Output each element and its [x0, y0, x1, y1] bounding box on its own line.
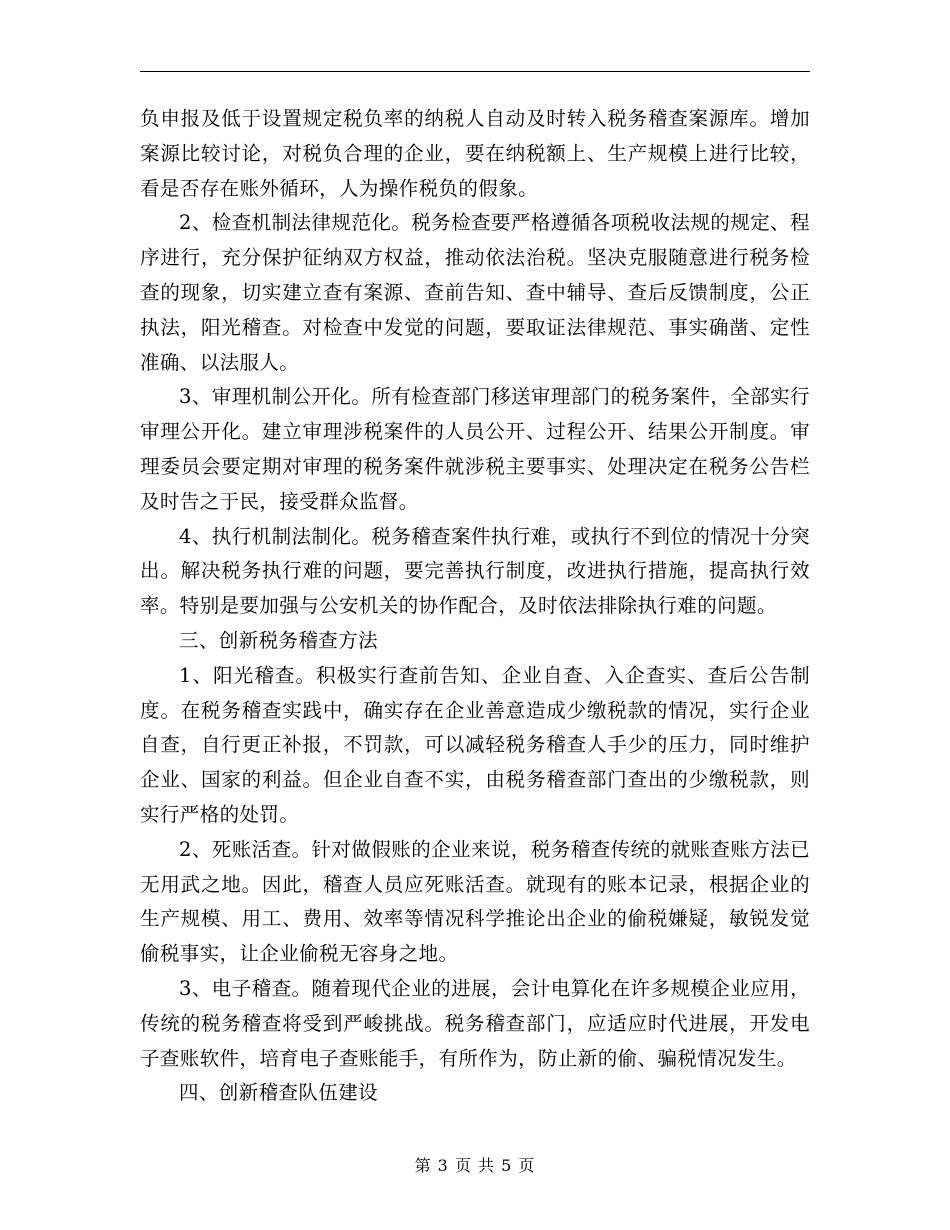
document-body — [140, 102, 810, 1111]
paragraph: 4、执行机制法制化。税务稽查案件执行难，或执行不到位的情况十分突出。解决税务执行难的问题，要完善执行制度，改进执行措施，提高执行效率。特别是要加强与公安机关的协作配合，及时依法排除执行难的问题。 — [140, 524, 810, 618]
section-heading: 四、创新稽查队伍建设 — [179, 1081, 379, 1105]
paragraph: 2、检查机制法律规范化。税务检查要严格遵循各项税收法规的规定、程序进行，充分保护征纳双方权益，推动依法治税。坚决克服随意进行税务检查的现象，切实建立查有案源、查前告知、查中辅导、查后反馈制度，公正执法，阳光稽查。对检查中发觉的问题，要取证法律规范、事实确凿、定性准确、以法服人。 — [140, 211, 810, 374]
paragraph: 2、死账活查。针对做假账的企业来说，税务稽查传统的就账查账方法已无用武之地。因此，稽查人员应死账活查。就现有的账本记录，根据企业的生产规模、用工、费用、效率等情况科学推论出企业的偷税嫌疑，敏锐发觉偷税事实，让企业偷税无容身之地。 — [140, 837, 810, 966]
paragraph: 3、电子稽查。随着现代企业的进展，会计电算化在许多规模企业应用，传统的税务稽查将受到严峻挑战。税务稽查部门，应适应时代进展，开发电子查账软件，培育电子查账能手，有所作为，防止新的偷、骗税情况发生。 — [140, 976, 810, 1070]
page-number-footer: 第 3 页 共 5 页 — [414, 1156, 536, 1175]
section-heading: 三、创新税务稽查方法 — [179, 628, 379, 652]
header-rule — [140, 71, 810, 72]
paragraph: 3、审理机制公开化。所有检查部门移送审理部门的税务案件，全部实行审理公开化。建立审理涉税案件的人员公开、过程公开、结果公开制度。审理委员会要定期对审理的税务案件就涉税主要事实、处理决定在税务公告栏及时告之于民，接受群众监督。 — [140, 385, 810, 513]
paragraph: 负申报及低于设置规定税负率的纳税人自动及时转入税务稽查案源库。增加案源比较讨论，对税负合理的企业，要在纳税额上、生产规模上进行比较，看是否存在账外循环，人为操作税负的假象。 — [140, 107, 810, 200]
paragraph: 1、阳光稽查。积极实行查前告知、企业自查、入企查实、查后公告制度。在税务稽查实践中，确实存在企业善意造成少缴税款的情况，实行企业自查，自行更正补报，不罚款，可以减轻税务稽查人手少的压力，同时维护企业、国家的利益。但企业自查不实，由税务稽查部门查出的少缴税款，则实行严格的处罚。 — [140, 663, 810, 826]
